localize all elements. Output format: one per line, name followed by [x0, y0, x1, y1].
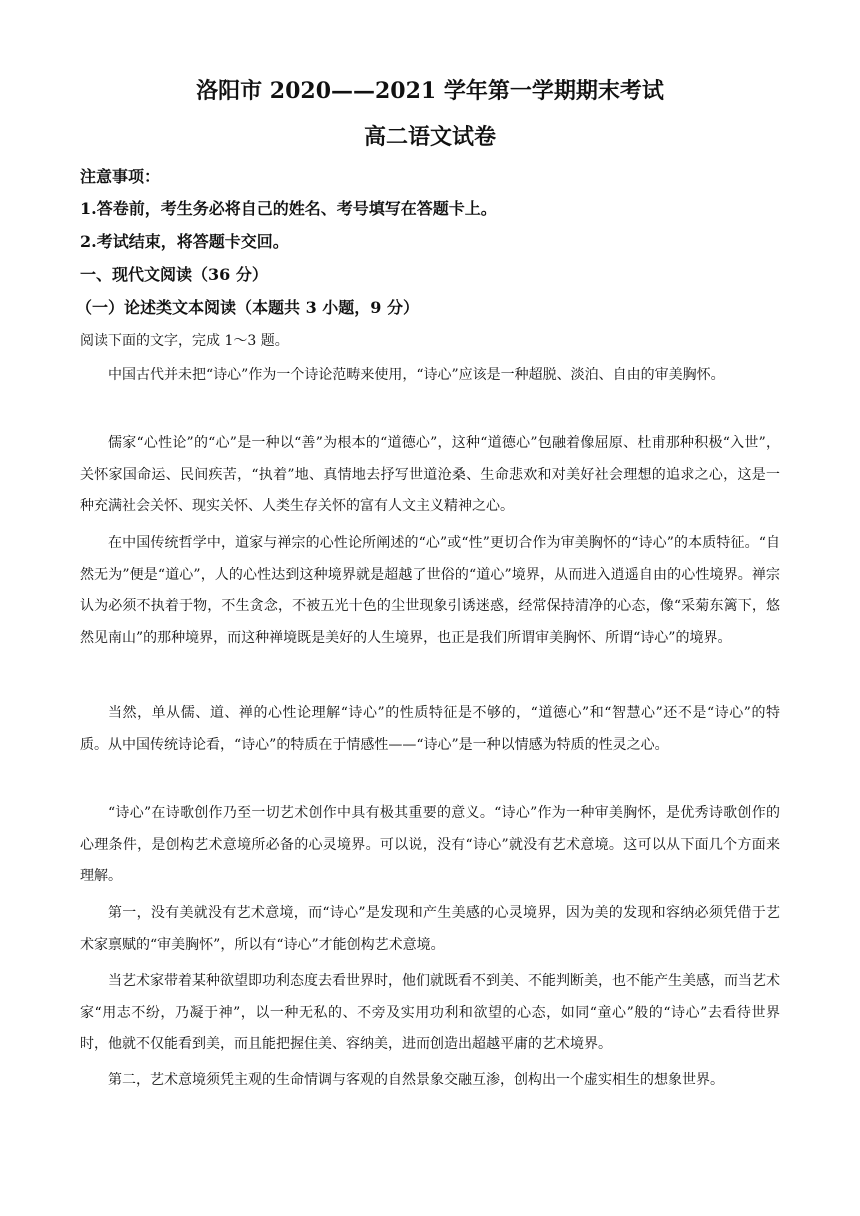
paragraph-3: 在中国传统哲学中，道家与禅宗的心性论所阐述的“心”或“性”更切合作为审美胸怀的“诗心”的本质特征。“自然无为”便是“道心”，人的心性达到这种境界就是超越了世俗的“道心”境界，从而进入逍遥自由的心性境界。禅宗认为必须不执着于物，不生贪念，不被五光十色的尘世现象引诱迷惑，经常保持清净的心态，像“采菊东篱下，悠然见南山”的那种境界，而这种禅境既是美好的人生境界，也正是我们所谓审美胸怀、所谓“诗心”的境界。	[80, 535, 780, 646]
section-instruction: 阅读下面的文字，完成 1～3 题。	[80, 333, 289, 349]
paragraph-8: 第二，艺术意境须凭主观的生命情调与客观的自然景象交融互渗，创构出一个虚实相生的想象世界。	[108, 1072, 724, 1088]
notes-heading: 注意事项：	[80, 167, 161, 186]
paragraph-2: 儒家“心性论”的“心”是一种以“善”为根本的“道德心”，这种“道德心”包融着像屈原、杜甫那种积极“入世”，关怀家国命运、民间疾苦，“执着”地、真情地去抒写世道沧桑、生命悲欢和对美好社会理想的追求之心，这是一种充满社会关怀、现实关怀、人类生存关怀的富有人文主义精神之心。	[80, 435, 780, 514]
paragraph-5: “诗心”在诗歌创作乃至一切艺术创作中具有极其重要的意义。“诗心”作为一种审美胸怀，是优秀诗歌创作的心理条件，是创构艺术意境所必备的心灵境界。可以说，没有“诗心”就没有艺术意境。这可以从下面几个方面来理解。	[80, 805, 780, 884]
notes-item-1: 1.答卷前，考生务必将自己的姓名、考号填写在答题卡上。	[80, 199, 497, 218]
section-heading: 一、现代文阅读（36 分）	[80, 265, 268, 284]
section-subheading: （一）论述类文本阅读（本题共 3 小题，9 分）	[76, 298, 419, 317]
paragraph-1: 中国古代并未把“诗心”作为一个诗论范畴来使用，“诗心”应该是一种超脱、淡泊、自由的审美胸怀。	[108, 367, 725, 383]
exam-subtitle: 高二语文试卷	[363, 124, 496, 150]
exam-title: 洛阳市 2020——2021 学年第一学期期末考试	[196, 78, 664, 104]
paragraph-6: 第一，没有美就没有艺术意境，而“诗心”是发现和产生美感的心灵境界，因为美的发现和容纳必须凭借于艺术家禀赋的“审美胸怀”，所以有“诗心”才能创构艺术意境。	[80, 905, 780, 953]
paragraph-4: 当然，单从儒、道、禅的心性论理解“诗心”的性质特征是不够的，“道德心”和“智慧心”还不是“诗心”的特质。从中国传统诗论看，“诗心”的特质在于情感性——“诗心”是一种以情感为特质的性灵之心。	[80, 705, 780, 753]
notes-item-2: 2.考试结束，将答题卡交回。	[80, 232, 289, 251]
paragraph-7: 当艺术家带着某种欲望即功利态度去看世界时，他们就既看不到美、不能判断美，也不能产生美感，而当艺术家“用志不纷，乃凝于神”，以一种无私的、不旁及实用功利和欲望的心态，如同“童心”般的“诗心”去看待世界时，他就不仅能看到美，而且能把握住美、容纳美，进而创造出超越平庸的艺术境界。	[80, 973, 780, 1052]
